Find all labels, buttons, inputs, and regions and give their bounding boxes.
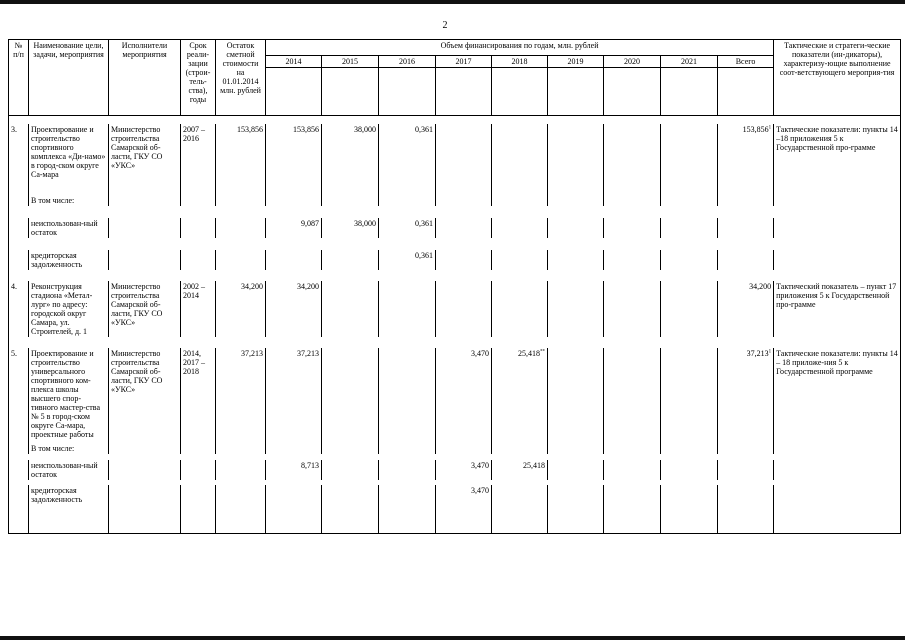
top-border-bar	[0, 0, 905, 4]
cell-2015: 38,000	[322, 124, 379, 180]
cell-2014	[266, 485, 322, 505]
header-year-2021: 2021	[661, 56, 718, 68]
cell-2016	[379, 281, 436, 337]
cell-2017	[436, 281, 492, 337]
total-value: 37,213	[746, 349, 769, 358]
header-year-2018: 2018	[492, 56, 548, 68]
cell-2015	[322, 348, 379, 440]
cell-2014: 37,213	[266, 348, 322, 440]
footnote-mark: 1	[768, 349, 772, 355]
cell-2021	[661, 348, 718, 440]
cell-2020	[604, 218, 661, 238]
cell-2020	[604, 250, 661, 270]
cell-2019	[548, 124, 604, 180]
footnote-mark: 1	[768, 125, 772, 131]
cell-2016: 0,361	[379, 124, 436, 180]
row-num: 3.	[9, 124, 29, 180]
sub-label: неиспользован-ный остаток	[29, 460, 109, 480]
cell-2015	[322, 281, 379, 337]
cell-2017: 3,470	[436, 348, 492, 440]
row-executors: Министерство строительства Самарской об-ласти, ГКУ СО «УКС»	[109, 281, 181, 337]
cell-2014: 8,713	[266, 460, 322, 480]
cell-2018	[492, 124, 548, 180]
cell-2021	[661, 124, 718, 180]
cell-2014: 34,200	[266, 281, 322, 337]
including-label: В том числе:	[29, 440, 109, 454]
cell-total: 34,200	[718, 281, 774, 337]
cell-2018	[492, 250, 548, 270]
cell-2019	[548, 485, 604, 505]
cell-2017	[436, 124, 492, 180]
header-year-2020: 2020	[604, 56, 661, 68]
header-balance: Остаток сметной стоимости на 01.01.2014 млн. рублей	[216, 40, 266, 116]
cell-2020	[604, 460, 661, 480]
cell-2016: 0,361	[379, 218, 436, 238]
header-year-2016: 2016	[379, 56, 436, 68]
row-balance: 34,200	[216, 281, 266, 337]
bottom-border-bar	[0, 636, 905, 640]
cell-2016: 0,361	[379, 250, 436, 270]
cell-2015	[322, 460, 379, 480]
sub-label: неиспользован-ный остаток	[29, 218, 109, 238]
cell-2017: 3,470	[436, 485, 492, 505]
row-balance: 37,213	[216, 348, 266, 440]
cell-2019	[548, 460, 604, 480]
footnote-mark: **	[540, 349, 545, 355]
cell-2019	[548, 281, 604, 337]
cell-2015	[322, 250, 379, 270]
row-name: Реконструкция стадиона «Метал-лург» по адресу: городской округ Самара, ул. Строителей, д. 1	[29, 281, 109, 337]
table-row	[9, 124, 901, 180]
row-term: 2007 – 2016	[181, 124, 216, 180]
cell-2016	[379, 485, 436, 505]
row-term: 2002 – 2014	[181, 281, 216, 337]
row-executors: Министерство строительства Самарской об-ласти, ГКУ СО «УКС»	[109, 124, 181, 180]
cell-2014	[266, 250, 322, 270]
header-name: Наименование цели, задачи, мероприятия	[29, 40, 109, 116]
cell-2019	[548, 348, 604, 440]
row-term: 2014, 2017 – 2018	[181, 348, 216, 440]
cell-2015: 38,000	[322, 218, 379, 238]
header-term: Срок реали-зации (строи-тель-ства), годы	[181, 40, 216, 116]
header-executors: Исполнители мероприятия	[109, 40, 181, 116]
table-row	[9, 485, 901, 505]
cell-2021	[661, 281, 718, 337]
sub-label: кредиторская задолженность	[29, 250, 109, 270]
cell-2020	[604, 348, 661, 440]
cell-2020	[604, 124, 661, 180]
header-year-2015: 2015	[322, 56, 379, 68]
row-name: Проектирование и строительство универсального спортивного ком-плекса школы высшего спор-тивного мастер-ства № 5 в город-ском округе Са-мара, проектные работы	[29, 348, 109, 440]
cell-2014: 153,856	[266, 124, 322, 180]
cell-2016	[379, 460, 436, 480]
header-num: № п/п	[9, 40, 29, 116]
cell-2021	[661, 485, 718, 505]
cell-2021	[661, 218, 718, 238]
sub-label: кредиторская задолженность	[29, 485, 109, 505]
row-num: 5.	[9, 348, 29, 440]
including-row	[9, 180, 901, 206]
cell-2020	[604, 281, 661, 337]
cell-2018	[492, 485, 548, 505]
including-row	[9, 440, 901, 454]
row-indicator: Тактические показатели: пункты 14 –18 приложения 5 к Государственной про-грамме	[774, 124, 901, 180]
cell-2019	[548, 218, 604, 238]
header-financing: Объем финансирования по годам, млн. рублей	[266, 40, 774, 56]
cell-2018	[492, 218, 548, 238]
cell-2021	[661, 460, 718, 480]
year-2018-value: 25,418	[518, 349, 540, 358]
cell-2018	[492, 281, 548, 337]
cell-2018: 25,418	[492, 460, 548, 480]
cell-total	[718, 124, 774, 180]
row-name: Проектирование и строительство спортивного комплекса «Ди-намо» в город-ском округе Са-мара	[29, 124, 109, 180]
cell-2016	[379, 348, 436, 440]
header-year-2017: 2017	[436, 56, 492, 68]
including-label: В том числе:	[29, 180, 109, 206]
table-row	[9, 281, 901, 337]
row-indicator: Тактические показатели: пункты 14 – 18 приложе-ния 5 к Государственной программе	[774, 348, 901, 440]
row-num: 4.	[9, 281, 29, 337]
table-row	[9, 250, 901, 270]
header-total: Всего	[718, 56, 774, 68]
cell-2014: 9,087	[266, 218, 322, 238]
header-year-2019: 2019	[548, 56, 604, 68]
cell-total	[718, 348, 774, 440]
row-balance: 153,856	[216, 124, 266, 180]
table-row	[9, 218, 901, 238]
row-executors: Министерство строительства Самарской об-ласти, ГКУ СО «УКС»	[109, 348, 181, 440]
total-value: 153,856	[742, 125, 769, 134]
cell-2018	[492, 348, 548, 440]
financing-table	[8, 39, 901, 534]
cell-2019	[548, 250, 604, 270]
header-indicators: Тактические и стратеги-ческие показатели (ин-дикаторы), характеризу-ющие выполнение соот-ветствующего мероприя-тия	[774, 40, 901, 116]
table-row	[9, 348, 901, 440]
row-indicator: Тактический показатель – пункт 17 приложения 5 к Государственной про-грамме	[774, 281, 901, 337]
header-year-2014: 2014	[266, 56, 322, 68]
cell-2017	[436, 250, 492, 270]
cell-2017	[436, 218, 492, 238]
cell-2020	[604, 485, 661, 505]
page-number: 2	[442, 20, 448, 31]
table-row	[9, 460, 901, 480]
cell-2017: 3,470	[436, 460, 492, 480]
cell-2015	[322, 485, 379, 505]
cell-2021	[661, 250, 718, 270]
